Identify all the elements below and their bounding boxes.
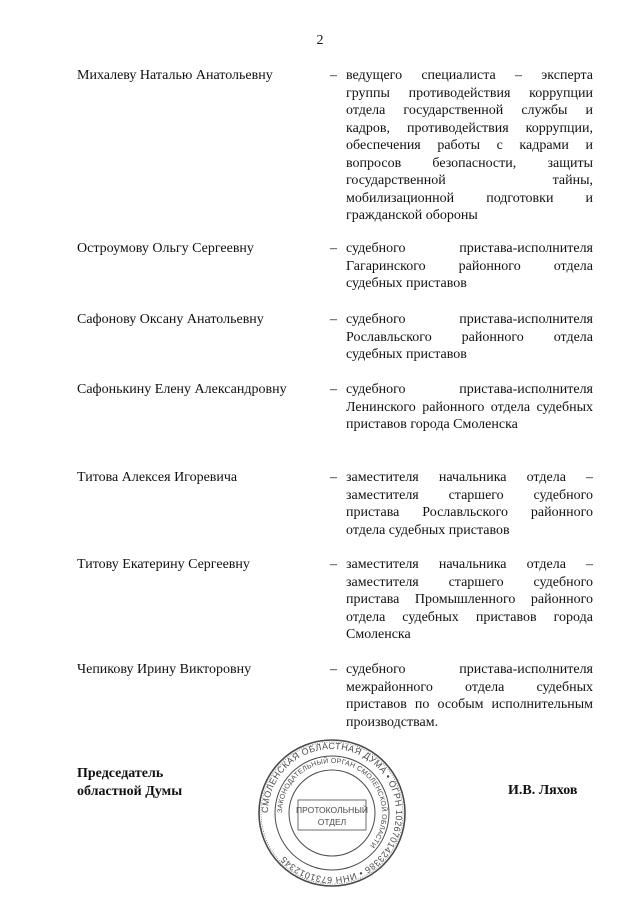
person-name: Чепикову Ирину Викторовну xyxy=(77,662,252,677)
seal-center-line2: ОТДЕЛ xyxy=(317,817,347,827)
position-description: ведущего специалиста – эксперта группы противодействия коррупции отдела государственной службы и кадров, противодействия коррупции, обеспечения работы с кадрами и вопросов безопасности, защиты государственной тайны, мобилизационной подготовки и гражданской обороны xyxy=(346,68,593,223)
dash: – xyxy=(330,557,337,572)
person-name: Сафонькину Елену Александровну xyxy=(77,382,287,397)
position-description: судебного пристава-исполнителя межрайонного отдела судебных приставов по особым исполнительным производствам. xyxy=(346,662,593,730)
dash: – xyxy=(330,382,337,397)
page-number: 2 xyxy=(316,33,324,48)
seal-center-line1: ПРОТОКОЛЬНЫЙ xyxy=(296,805,368,815)
signer-name: И.В. Ляхов xyxy=(508,783,578,798)
position-description: судебного пристава-исполнителя Рославльского районного отдела судебных приставов xyxy=(346,312,593,362)
person-name: Михалеву Наталью Анатольевну xyxy=(77,68,273,83)
dash: – xyxy=(330,312,337,327)
position-description: судебного пристава-исполнителя Гагаринского районного отдела судебных приставов xyxy=(346,241,593,291)
dash: – xyxy=(330,662,337,677)
position-description: заместителя начальника отдела – заместителя старшего судебного пристава Промышленного районного отдела судебных приставов города Смоленска xyxy=(346,557,593,642)
person-name: Остроумову Ольгу Сергеевну xyxy=(77,241,254,256)
person-name: Сафонову Оксану Анатольевну xyxy=(77,312,264,327)
dash: – xyxy=(330,241,337,256)
dash: – xyxy=(330,68,337,83)
position-description: заместителя начальника отдела – заместителя старшего судебного пристава Рославльского районного отдела судебных приставов xyxy=(346,470,593,538)
person-name: Титову Екатерину Сергеевну xyxy=(77,557,250,572)
seal-outer-text: СМОЛЕНСКАЯ ОБЛАСТНАЯ ДУМА • ОГРН 1026701423386 • ИНН 6731012345 xyxy=(259,740,405,886)
signatory-title-line2: областной Думы xyxy=(77,784,183,799)
dash: – xyxy=(330,470,337,485)
seal-inner-text: ЗАКОНОДАТЕЛЬНЫЙ ОРГАН СМОЛЕНСКОЙ ОБЛАСТИ xyxy=(276,757,388,849)
signature-block xyxy=(77,765,182,801)
official-seal xyxy=(257,738,407,888)
person-name: Титова Алексея Игоревича xyxy=(77,470,238,485)
position-description: судебного пристава-исполнителя Ленинского районного отдела судебных приставов города Смоленска xyxy=(346,382,593,432)
signatory-title-line1: Председатель xyxy=(77,766,164,781)
